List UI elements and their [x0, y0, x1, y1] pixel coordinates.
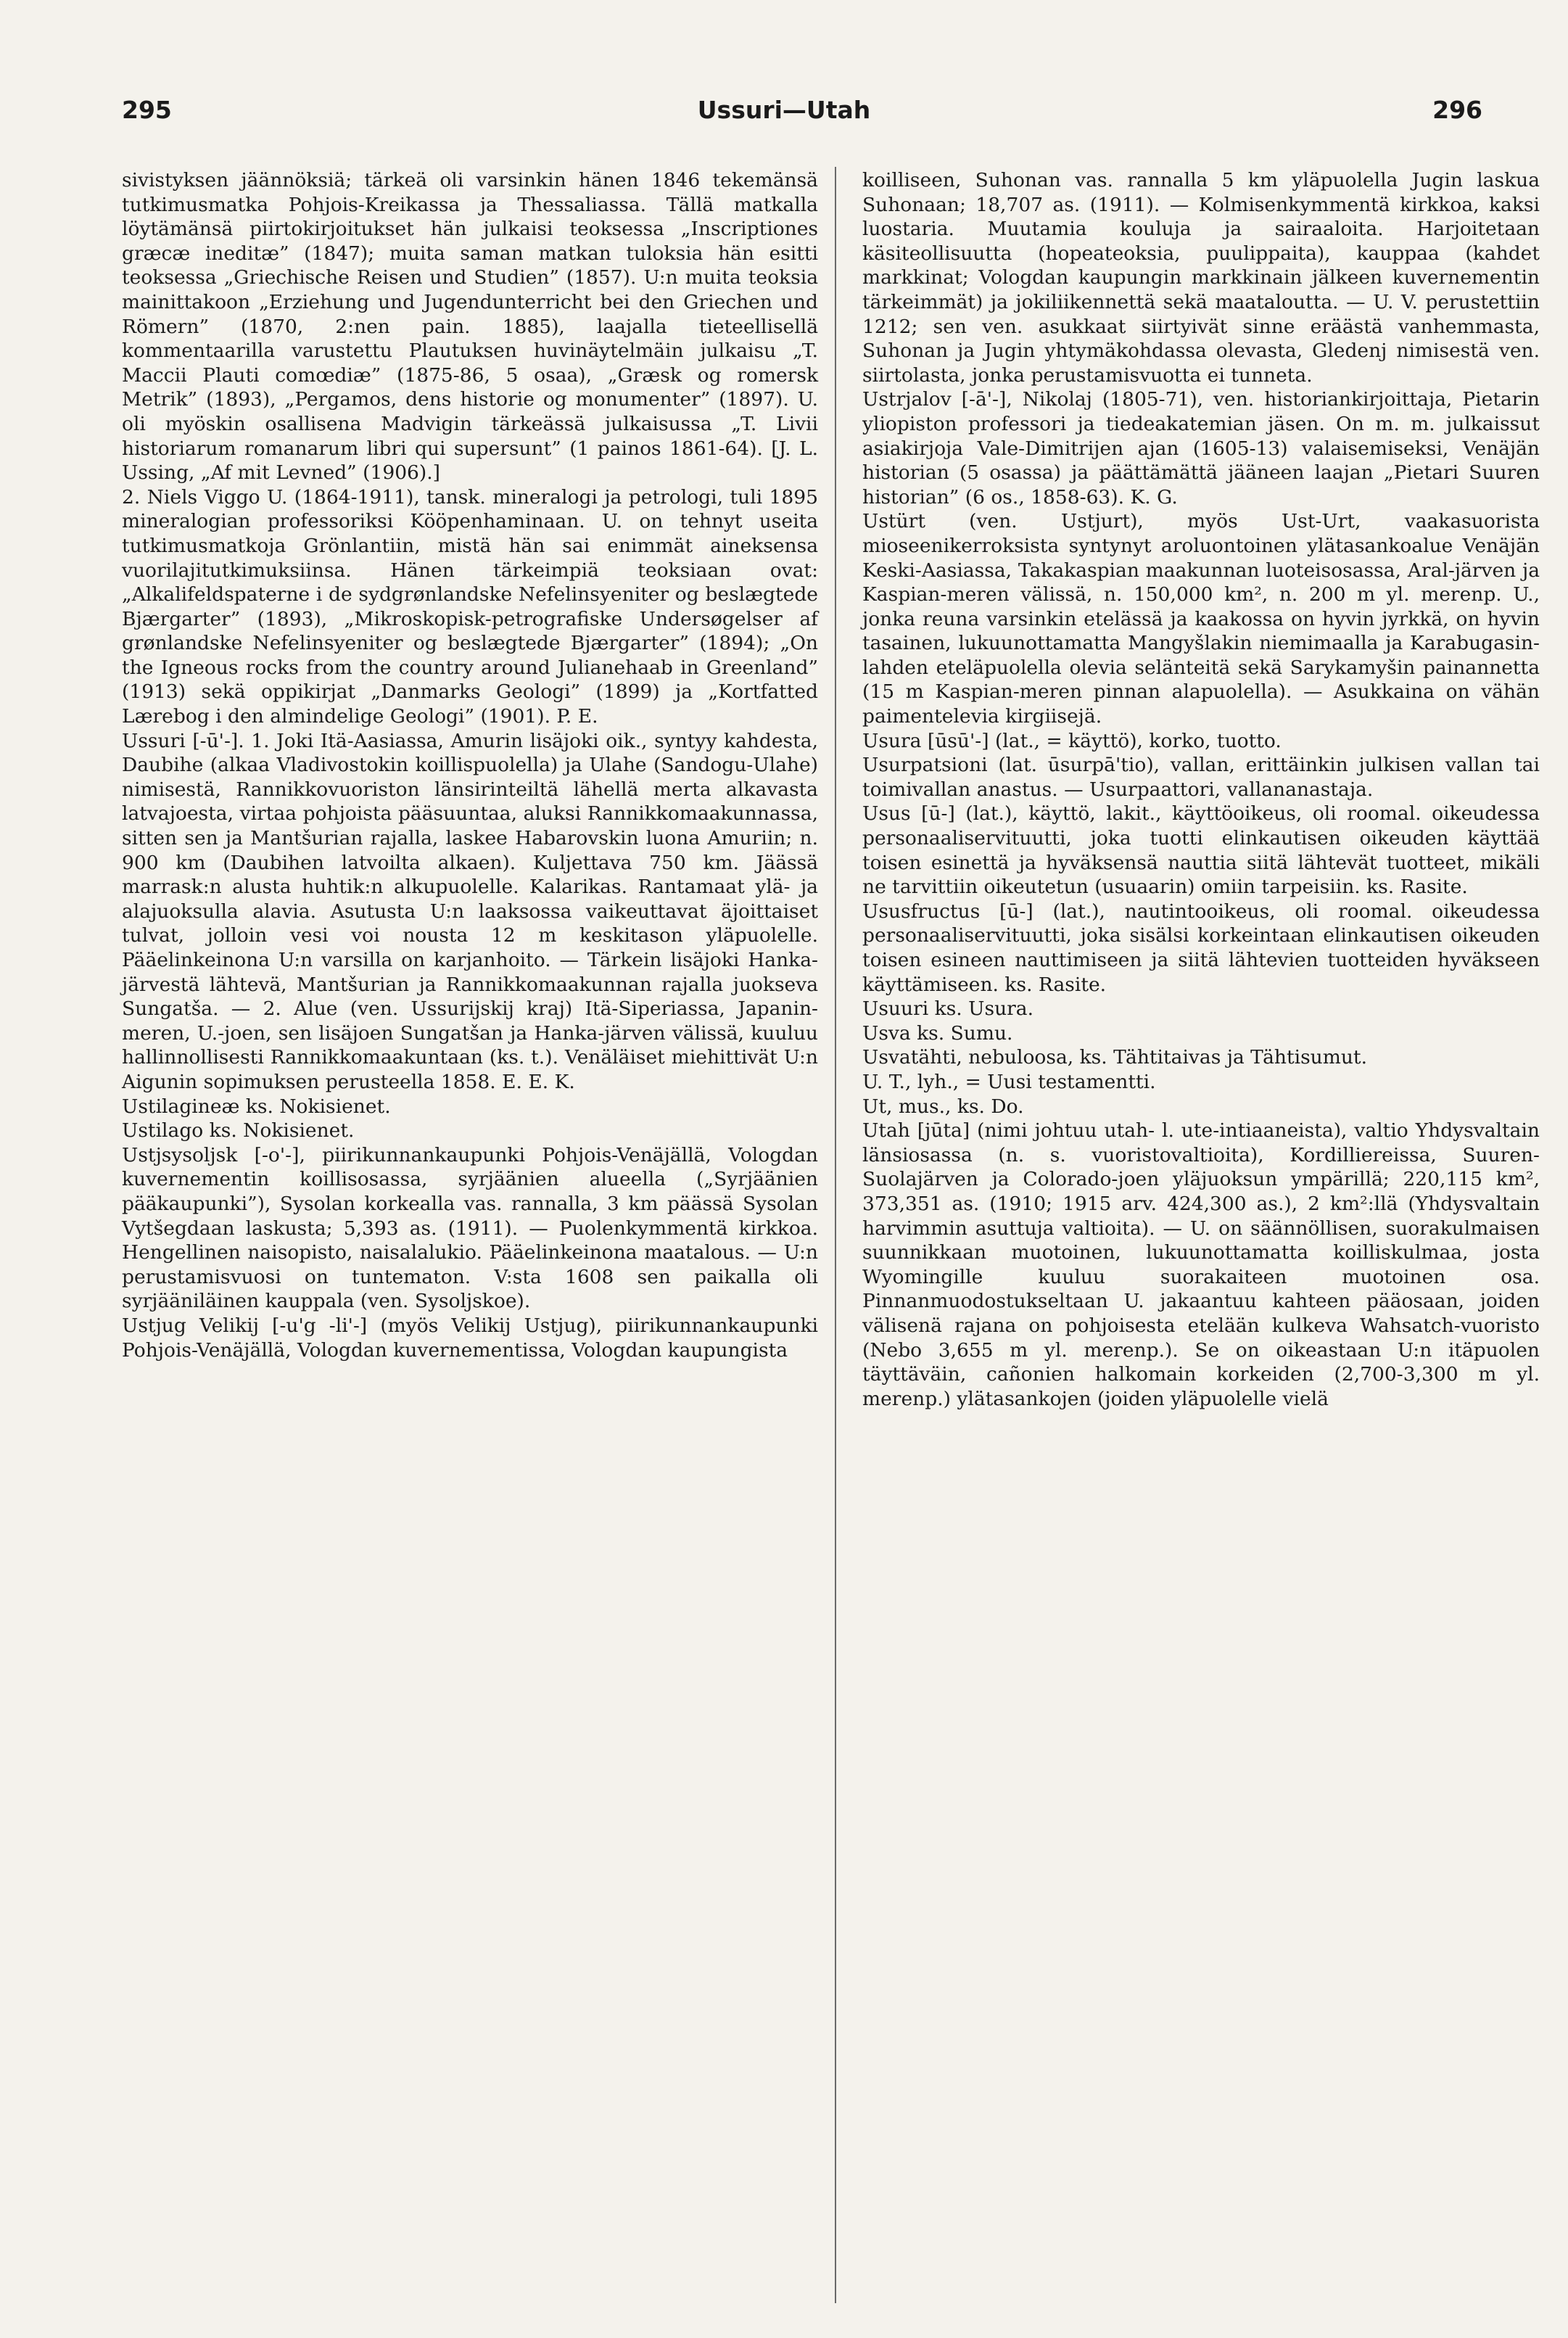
entry-usura: Usura [ūsū'-] (lat., = käyttö), korko, tuotto.: [862, 729, 1282, 752]
entry-ut-abbrev: U. T., lyh., = Uusi testamentti.: [862, 1070, 1156, 1093]
entry-ustjsysoljsk: Ustjsysoljsk [-o'-], piirikunnankaupunki Pohjois-Venäjällä, Vologdan kuvernementin koillisosassa, syrjäänien alueella („Syrjäänien pääkaupunki”), Sysolan korkealla vas. rannalla, 3 km päässä Sysolan Vytšegdaan laskusta; 5,393 as. (1911). — Puolenkymmentä kirkkoa. Hengellinen naisopisto, naisalalukio. Pääelinkeinona maatalous. — U:n perustamisvuosi on tuntematon. V:sta 1608 sen paikalla oli syrjääniläinen kauppala (ven. Sysoljskoe).: [122, 1143, 818, 1313]
entry-ustilago: Ustilago ks. Nokisienet.: [122, 1119, 355, 1143]
entry-usva: Usva ks. Sumu.: [862, 1021, 1013, 1045]
column-divider: [835, 167, 836, 2303]
entry-usturt: Ustürt (ven. Ustjurt), myös Ust-Urt, vaakasuorista mioseenikerroksista syntynyt aroluontoinen ylätasankoalue Venäjän Keski-Aasiassa, Takakaspian maakunnan luoteisosassa, Aral-järven ja Kaspian-meren välissä, n. 150,000 km², n. 200 m yl. merenp. U., jonka reuna varsinkin etelässä ja kaakossa on hyvin jyrkkä, on hyvin tasainen, lukuunottamatta Mangyšlakin niemimaalla ja Karabugasin-lahden eteläpuolella olevia selänteitä sekä Sarykamyšin painannetta (15 m Kaspian-meren pinnan alapuolella). — Asukkaina on vähän paimentelevia kirgiisejä.: [862, 510, 1540, 728]
entry-usus: Usus [ū-] (lat.), käyttö, lakit., käyttöoikeus, oli roomal. oikeudessa personaaliservituutti, joka tuotti elinkautisen oikeuden käyttää toisen esinettä ja hyväksensä nauttia siitä lähtevät tuotteet, mikäli ne tarvittiin oikeutetun (usuaarin) omiin tarpeisiin. ks. Rasite.: [862, 802, 1540, 899]
entry-usurpatsioni: Usurpatsioni (lat. ūsurpā'tio), vallan, erittäinkin julkisen vallan tai toimivallan anastus. — Usurpaattori, vallananastaja.: [862, 754, 1540, 801]
page-number-right: 296: [1432, 96, 1482, 124]
page-header: [0, 96, 1568, 139]
left-column: [122, 168, 818, 1362]
running-title: Ussuri—Utah: [697, 96, 871, 124]
entry-ustjug-continued: koilliseen, Suhonan vas. rannalla 5 km yläpuolella Jugin laskua Suhonaan; 18,707 as. (1911). — Kolmisenkymmentä kirkkoa, kaksi luostaria. Muutamia kouluja ja sairaaloita. Harjoitetaan käsiteollisuutta (hopeateoksia, puulippaita), kauppaa (kahdet markkinat; Vologdan kaupungin markkinain jälkeen kuvernementin tärkeimmät) ja jokiliikennettä sekä maataloutta. — U. V. perustettiin 1212; sen ven. asukkaat siirtyivät sinne eräästä vanhemmasta, Suhonan ja Jugin yhtymäkohdassa olevasta, Gledenj nimisestä ven. siirtolasta, jonka perustamisvuotta ei tunneta.: [862, 169, 1540, 387]
entry-ustjug-velikij: Ustjug Velikij [-u'g -li'-] (myös Velikij Ustjug), piirikunnankaupunki Pohjois-Venäjällä, Vologdan kuvernementissa, Vologdan kaupungista: [122, 1314, 818, 1362]
entry-usuuri: Usuuri ks. Usura.: [862, 997, 1034, 1021]
entry-ustrjalov: Ustrjalov [-ā'-], Nikolaj (1805-71), ven. historiankirjoittaja, Pietarin yliopiston professori ja tiedeakatemian jäsen. On m. m. julkaissut asiakirjoja Vale-Dimitrijen ajan (1605-13) valaisemiseksi, Venäjän historian (5 osassa) ja päättämättä jääneen laajan „Pietari Suuren historian” (6 os., 1858-63). K. G.: [862, 388, 1540, 509]
page-number-left: 295: [122, 96, 172, 124]
entry-ustilagineae: Ustilagineæ ks. Nokisienet.: [122, 1095, 391, 1118]
entry-ussing-continued: sivistyksen jäännöksiä; tärkeä oli varsinkin hänen 1846 tekemänsä tutkimusmatka Pohjois-Kreikassa ja Thessaliassa. Tällä matkalla löytämänsä piirtokirjoitukset hän julkaisi teoksessa „Inscriptiones græcæ ineditæ” (1847); muita saman matkan tuloksia hän esitti teoksessa „Griechische Reisen und Studien” (1857). U:n muita teoksia mainittakoon „Erziehung und Jugendunterricht bei den Griechen und Römern” (1870, 2:nen pain. 1885), laajalla tieteellisellä kommentaarilla varustettu Plautuksen huvinäytelmäin julkaisu „T. Maccii Plauti comœdiæ” (1875-86, 5 osaa), „Græsk og romersk Metrik” (1893), „Pergamos, dens historie og monumenter” (1897). U. oli myöskin osallisena Madvigin tärkeässä julkaisussa „T. Livii historiarum romanarum libri qui supersunt” (1 painos 1861-64). [J. L. Ussing, „Af mit Levned” (1906).]: [122, 169, 818, 485]
entry-usvatahti: Usvatähti, nebuloosa, ks. Tähtitaivas ja Tähtisumut.: [862, 1046, 1368, 1069]
entry-utah: Utah [jūta] (nimi johtuu utah- l. ute-intiaaneista), valtio Yhdysvaltain länsiosassa (n. s. vuoristovaltioita), Kordilliereissa, Suuren-Suolajärven ja Colorado-joen yläjuoksun ympärillä; 220,115 km², 373,351 as. (1910; 1915 arv. 424,300 as.), 2 km²:llä (Yhdysvaltain harvimmin asuttuja valtioita). — U. on säännöllisen, suorakulmaisen suunnikkaan muotoinen, lukuunottamatta koilliskulmaa, josta Wyomingille kuuluu suorakaiteen muotoinen osa. Pinnanmuodostukseltaan U. jakaantuu kahteen pääosaan, joiden välisenä rajana on pohjoisesta etelään kulkeva Wahsatch-vuoristo (Nebo 3,655 m yl. merenp.). Se on oikeastaan U:n itäpuolen täyttäväin, cañonien halkomain korkeiden (2,700-3,300 m yl. merenp.) ylätasankojen (joiden yläpuolelle vielä: [862, 1119, 1540, 1410]
entry-ussuri: Ussuri [-ū'-]. 1. Joki Itä-Aasiassa, Amurin lisäjoki oik., syntyy kahdesta, Daubihe (alkaa Vladivostokin koillispuolella) ja Ulahe (Sandogu-Ulahe) nimisestä, Rannikkovuoriston länsirinteiltä lähellä merta alkavasta latvajoesta, virtaa pohjoista pääsuuntaa, aluksi Rannikkomaakunnassa, sitten sen ja Mantšurian rajalla, laskee Habarovskin luona Amuriin; n. 900 km (Daubihen latvoilta alkaen). Kuljettava 750 km. Jäässä marrask:n alusta huhtik:n alkupuolelle. Kalarikas. Rantamaat ylä- ja alajuoksulla alavia. Asutusta U:n laaksossa vaikeuttavat äjoittaiset tulvat, jolloin vesi voi nousta 12 m keskitason yläpuolelle. Pääelinkeinona U:n varsilla on karjanhoito. — Tärkein lisäjoki Hanka-järvestä lähtevä, Mantšurian ja Rannikkomaakunnan rajalla juokseva Sungatša. — 2. Alue (ven. Ussurijskij kraj) Itä-Siperiassa, Japanin-meren, U.-joen, sen lisäjoen Sungatšan ja Hanka-järven välissä, kuuluu hallinnollisesti Rannikkomaakuntaan (ks. t.). Venäläiset miehittivät U:n Aigunin sopimuksen perusteella 1858. E. E. K.: [122, 729, 818, 1093]
right-column: [862, 168, 1540, 1411]
entry-ussing-niels: 2. Niels Viggo U. (1864-1911), tansk. mineralogi ja petrologi, tuli 1895 mineralogian professoriksi Kööpenhaminaan. U. on tehnyt useita tutkimusmatkoja Grönlantiin, mistä hän sai enimmät aineksensa vuorilajitutkimuksiinsa. Hänen tärkeimpiä teoksiaan ovat: „Alkalifeldspaterne i de sydgrønlandske Nefelinsyeniter og beslægtede Bjærgarter” (1893), „Mikroskopisk-petrografiske Undersøgelser af grønlandske Nefelinsyeniter og beslægtede Bjærgarter” (1894); „On the Igneous rocks from the country around Julianehaab in Greenland” (1913) sekä oppikirjat „Danmarks Geologi” (1899) ja „Kortfatted Lærebog i den almindelige Geologi” (1901). P. E.: [122, 485, 818, 728]
entry-ususfructus: Ususfructus [ū-] (lat.), nautintooikeus, oli roomal. oikeudessa personaaliservituutti, joka sisälsi korkeintaan elinkautisen oikeuden toisen esineen nauttimiseen ja siitä lähtevien tuotteiden hyväkseen käyttämiseen. ks. Rasite.: [862, 900, 1540, 996]
entry-ut: Ut, mus., ks. Do.: [862, 1095, 1024, 1118]
